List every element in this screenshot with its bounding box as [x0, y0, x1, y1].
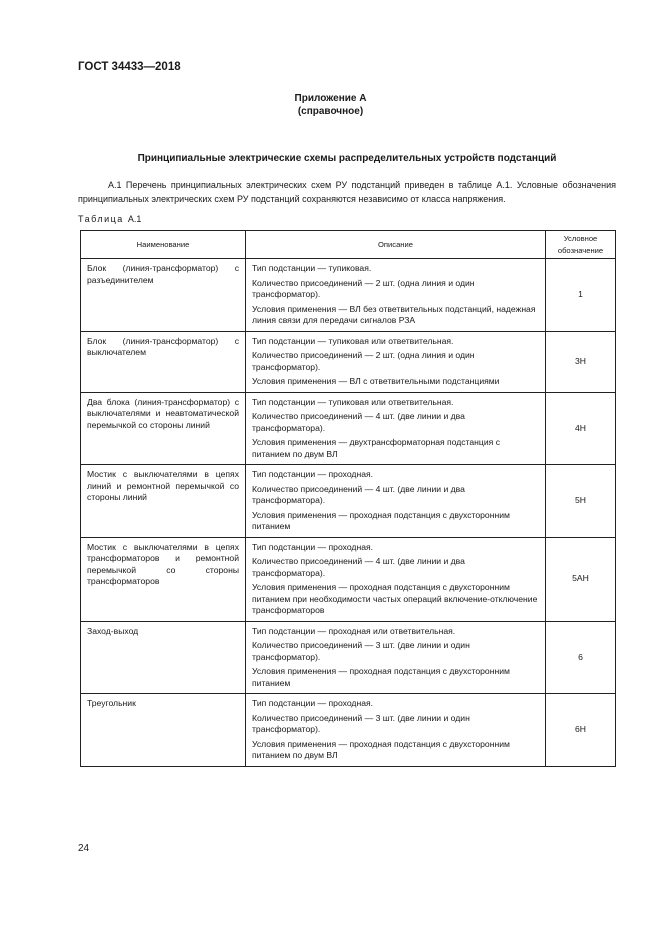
scheme-description — [246, 392, 546, 465]
description-conditions: Условия применения — проходная подстанция с двухсторонним питанием по двум ВЛ — [252, 738, 510, 760]
table-caption-label: Таблица — [78, 214, 124, 224]
table-row — [81, 465, 616, 538]
scheme-symbol: 4Н — [546, 392, 616, 465]
scheme-description — [246, 465, 546, 538]
description-connections: Количество присоединений — 4 шт. (две линии и два трансформатора). — [252, 411, 465, 433]
table-row — [81, 392, 616, 465]
appendix-title: Приложение А — [294, 93, 367, 104]
scheme-description — [246, 259, 546, 332]
scheme-name: Блок (линия-трансформатор) с выключателем — [81, 331, 246, 392]
description-conditions: Условия применения — проходная подстанция с двухсторонним питанием при необходимости частых операций включение-отключение трансформаторов — [252, 582, 538, 615]
scheme-symbol: 1 — [546, 259, 616, 332]
column-header-symbol: Условное обозначение — [546, 231, 616, 259]
intro-paragraph: А.1 Перечень принципиальных электрических схем РУ подстанций приведен в таблице А.1. Условные обозначения принципиальных электрических схем РУ подстанций сохраняются независимо от класса напряжения. — [78, 180, 616, 204]
page-title: Принципиальные электрические схемы распределительных устройств подстанций — [137, 153, 557, 164]
scheme-name: Мостик с выключателями в цепях трансформаторов и ремонтной перемычкой со стороны трансформаторов — [81, 537, 246, 621]
description-connections: Количество присоединений — 3 шт. (две линии и один трансформатор). — [252, 712, 470, 734]
table-caption — [78, 214, 141, 224]
table-header-row — [81, 231, 616, 259]
scheme-name: Заход-выход — [81, 621, 246, 694]
scheme-description — [246, 694, 546, 767]
scheme-description — [246, 537, 546, 621]
description-conditions: Условия применения — проходная подстанция с двухсторонним питанием — [252, 509, 510, 531]
scheme-symbol: 6Н — [546, 694, 616, 767]
scheme-symbol: 5АН — [546, 537, 616, 621]
description-connections: Количество присоединений — 4 шт. (две линии и два трансформатора). — [252, 556, 465, 578]
scheme-name: Два блока (линия-трансформатор) с выключателями и неавтоматической перемычкой со стороны линий — [81, 392, 246, 465]
description-type: Тип подстанции — тупиковая или ответвительная. — [252, 396, 454, 407]
substation-schemes-table — [80, 230, 616, 767]
appendix-subtitle: (справочное) — [297, 106, 364, 117]
table-caption-number: А.1 — [127, 214, 142, 224]
description-type: Тип подстанции — проходная. — [252, 541, 374, 552]
table-row — [81, 537, 616, 621]
column-header-description: Описание — [246, 231, 546, 259]
scheme-description — [246, 331, 546, 392]
description-conditions: Условия применения — проходная подстанция с двухсторонним питанием — [252, 666, 510, 688]
description-type: Тип подстанции — тупиковая. — [252, 263, 372, 273]
description-conditions: Условия применения — двухтрансформаторная подстанция с питанием по двум ВЛ — [252, 437, 500, 459]
description-connections: Количество присоединений — 2 шт. (одна линия и один трансформатор). — [252, 277, 475, 299]
description-type: Тип подстанции — тупиковая или ответвительная. — [252, 335, 454, 346]
table-row — [81, 331, 616, 392]
standard-code: ГОСТ 34433—2018 — [78, 61, 181, 73]
page-number: 24 — [78, 843, 90, 854]
column-header-name: Наименование — [81, 231, 246, 259]
scheme-description — [246, 621, 546, 694]
table-row — [81, 259, 616, 332]
description-conditions: Условия применения — ВЛ без ответвительных подстанций, надежная линия связи для передачи сигналов РЗА — [252, 303, 536, 325]
scheme-name: Мостик с выключателями в цепях линий и ремонтной перемычкой со стороны линий — [81, 465, 246, 538]
table-row — [81, 621, 616, 694]
scheme-symbol: 3Н — [546, 331, 616, 392]
scheme-symbol: 5Н — [546, 465, 616, 538]
scheme-name: Блок (линия-трансформатор) с разъединителем — [81, 259, 246, 332]
description-type: Тип подстанции — проходная или ответвительная. — [252, 625, 456, 636]
description-conditions: Условия применения — ВЛ с ответвительными подстанциями — [252, 376, 500, 386]
description-connections: Количество присоединений — 3 шт. (две линии и один трансформатор). — [252, 640, 470, 662]
scheme-symbol: 6 — [546, 621, 616, 694]
description-type: Тип подстанции — проходная. — [252, 469, 374, 479]
description-connections: Количество присоединений — 2 шт. (одна линия и один трансформатор). — [252, 350, 475, 372]
description-type: Тип подстанции — проходная. — [252, 698, 374, 708]
description-connections: Количество присоединений — 4 шт. (две линии и два трансформатора). — [252, 483, 465, 505]
table-row — [81, 694, 616, 767]
scheme-name: Треугольник — [81, 694, 246, 767]
